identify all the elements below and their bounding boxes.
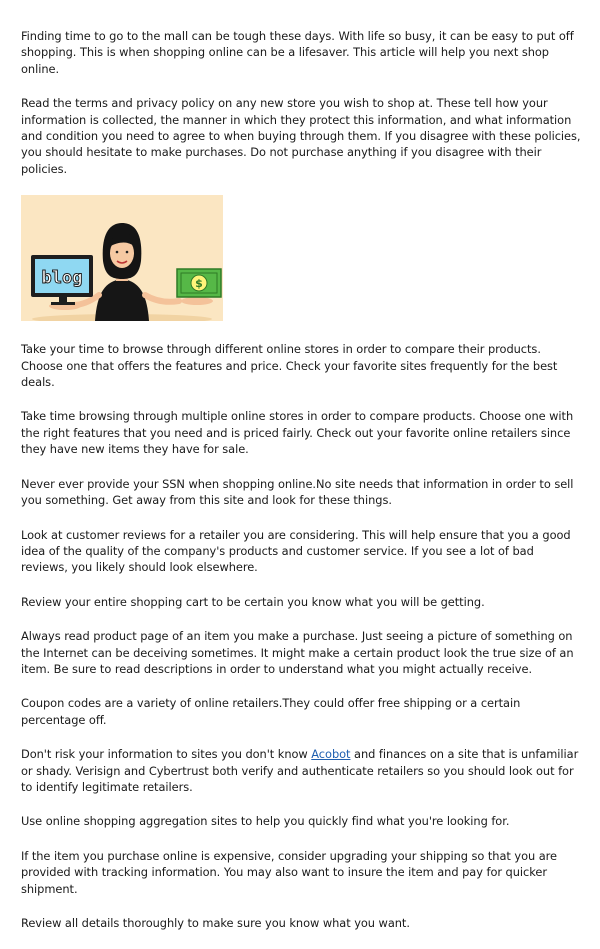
- paragraph-intro: Finding time to go to the mall can be tough these days. With life so busy, it can be easy to put off shopping. This is when shopping online can be a lifesaver. This article will help you next shop online.: [21, 29, 574, 76]
- dollar-symbol: $: [195, 277, 203, 291]
- article-body: [21, 28, 581, 949]
- acobot-link[interactable]: Acobot: [311, 747, 351, 762]
- paragraph-review-cart: Review your entire shopping cart to be certain you know what you will be getting.: [21, 594, 485, 609]
- paragraph-unknown-sites-start: Don't risk your information to sites you don't know: [21, 747, 312, 762]
- monitor-text: blog: [41, 268, 83, 289]
- paragraph-unknown-sites: [21, 746, 581, 795]
- paragraph-ssn-warning: Never ever provide your SSN when shopping online.No site needs that information in order to sell you something. Get away from this site and look for these things.: [21, 476, 574, 508]
- paragraph-product-page: Always read product page of an item you make a purchase. Just seeing a picture of something on the Internet can be deceiving sometimes. It might make a certain product look the true size of an item. Be sure to read descriptions in order to understand what you might actually receive.: [21, 629, 574, 676]
- paragraph-customer-reviews: Look at customer reviews for a retailer you are considering. This will help ensure that you a good idea of the quality of the company's products and customer service. If you see a lot of bad reviews, you likely should look elsewhere.: [21, 527, 571, 575]
- paragraph-coupon-codes: Coupon codes are a variety of online retailers.They could offer free shipping or a certain percentage off.: [21, 696, 521, 727]
- paragraph-unknown-sites-end: and finances on a site that is unfamiliar or shady. Verisign and Cybertrust both verify and authenticate retailers so you should look out for to identify legitimate retailers.: [21, 747, 579, 794]
- blog-money-illustration: [21, 195, 223, 321]
- paragraph-terms-privacy: Read the terms and privacy policy on any new store you wish to shop at. These tell how your information is collected, the manner in which they protect this information, and what information and condition you need to agree to when buying through them. If you disagree with these policies, you should hesitate to make purchases. Do not purchase anything if you disagree with their policies.: [21, 96, 581, 176]
- paragraph-aggregation-sites: Use online shopping aggregation sites to help you quickly find what you're looking for.: [21, 814, 510, 829]
- paragraph-compare-products: Take time browsing through multiple online stores in order to compare products. Choose one with the right features that you need and is priced fairly. Check out your favorite online retailers since they have new items they have for sale.: [21, 409, 574, 457]
- paragraph-review-details: Review all details thoroughly to make sure you know what you want.: [21, 916, 410, 930]
- paragraph-upgrade-shipping: If the item you purchase online is expensive, consider upgrading your shipping so that you are provided with tracking information. You may also want to insure the item and pay for quicker shipment.: [21, 848, 557, 896]
- paragraph-browse-stores: Take your time to browse through different online stores in order to compare their products. Choose one that offers the features and price. Check your favorite sites frequently for the best deals.: [21, 342, 558, 390]
